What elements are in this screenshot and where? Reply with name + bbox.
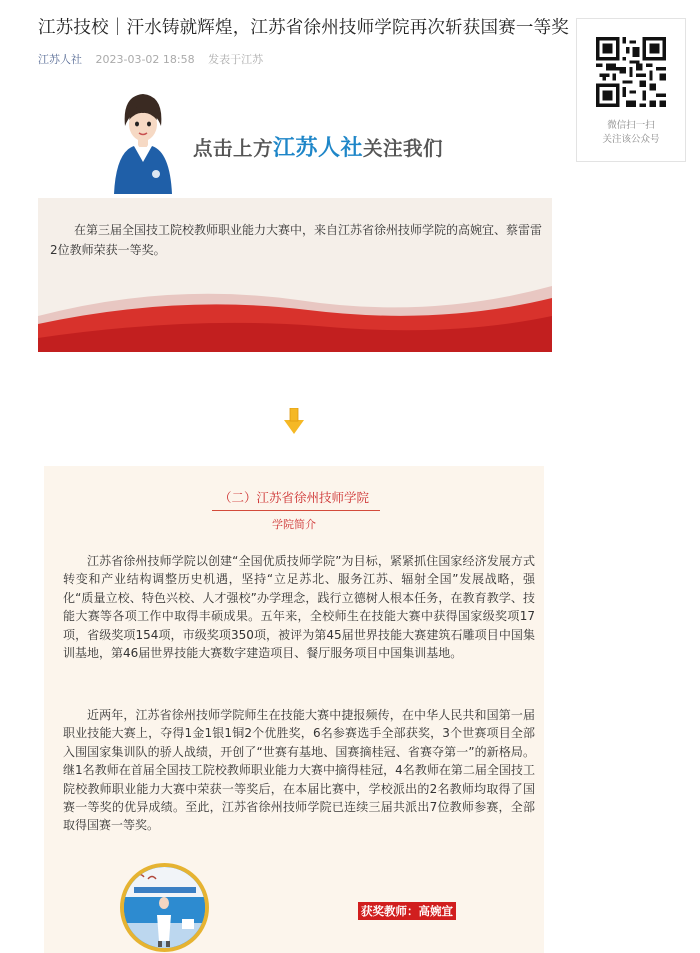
section-heading: （二）江苏省徐州技师学院 — [218, 490, 369, 505]
article-title: 江苏技校｜汗水铸就辉煌，江苏省徐州技师学院再次斩获国赛一等奖 — [38, 18, 569, 38]
qr-caption-line1: 微信扫一扫 — [607, 120, 655, 131]
section-divider — [212, 510, 380, 511]
section-subheading: 学院简介 — [272, 518, 316, 531]
award-teacher-label: 获奖教师：高婉宜 — [358, 902, 456, 920]
qr-follow-panel — [576, 18, 686, 162]
account-name-link[interactable]: 江苏人社 — [38, 53, 82, 66]
arrow-down-icon — [284, 408, 304, 434]
publish-date: 2023-03-02 18:58 — [95, 53, 195, 66]
intro-card — [38, 198, 552, 352]
follow-brand-name: 江苏人社 — [273, 136, 364, 161]
follow-prompt: 点击上方江苏人社关注我们 — [193, 136, 444, 161]
presenter-avatar-icon — [112, 90, 174, 194]
college-intro-section — [44, 466, 544, 953]
intro-paragraph: 在第三届全国技工院校教师职业能力大赛中，来自江苏省徐州技师学院的高婉宜、蔡雷雷2位教师荣获一等奖。 — [50, 223, 543, 257]
college-paragraph-2: 近两年，江苏省徐州技师学院师生在技能大赛中捷报频传，在中华人民共和国第一届职业技能大赛上，夺得1金1银1铜2个优胜奖，6名参赛选手全部获奖，3个世赛项目全部入围国家集训队的骄人战绩，开创了“世赛有基地、国赛摘桂冠、省赛夺第一”的新格局。继1名教师在首届全国技工院校教师职业能力大赛中摘得桂冠，4名教师在第二届全国技工院校教师职业能力大赛中荣获一等奖后，在本届比赛中，学校派出的2名教师均取得了国赛一等奖的优异成绩。至此，江苏省徐州技师学院已连续三届共派出7位教师参赛，全部取得国赛一等奖。 — [63, 708, 535, 833]
qr-caption-line2: 关注该公众号 — [602, 134, 660, 145]
follow-banner[interactable] — [38, 78, 552, 196]
article-meta — [38, 51, 263, 67]
teacher-photo-image — [124, 867, 205, 948]
award-teacher-photo[interactable] — [120, 863, 209, 952]
publish-location: 发表于江苏 — [208, 53, 264, 66]
college-paragraph-1: 江苏省徐州技师学院以创建“全国优质技师学院”为目标，紧紧抓住国家经济发展方式转变和产业结构调整历史机遇，坚持“立足苏北、服务江苏、辐射全国”发展战略，强化“质量立校、特色兴校、人才强校”办学理念，践行立德树人根本任务，在教育教学、技能大赛等各项工作中取得丰硕成果。五年来，全校师生在技能大赛中获得国家级奖项17项，省级奖项154项，市级奖项350项，被评为第45届世界技能大赛建筑石雕项目中国集训基地，第46届世界技能大赛数字建造项目、餐厅服务项目中国集训基地。 — [63, 554, 535, 661]
qr-code-icon — [596, 37, 666, 107]
